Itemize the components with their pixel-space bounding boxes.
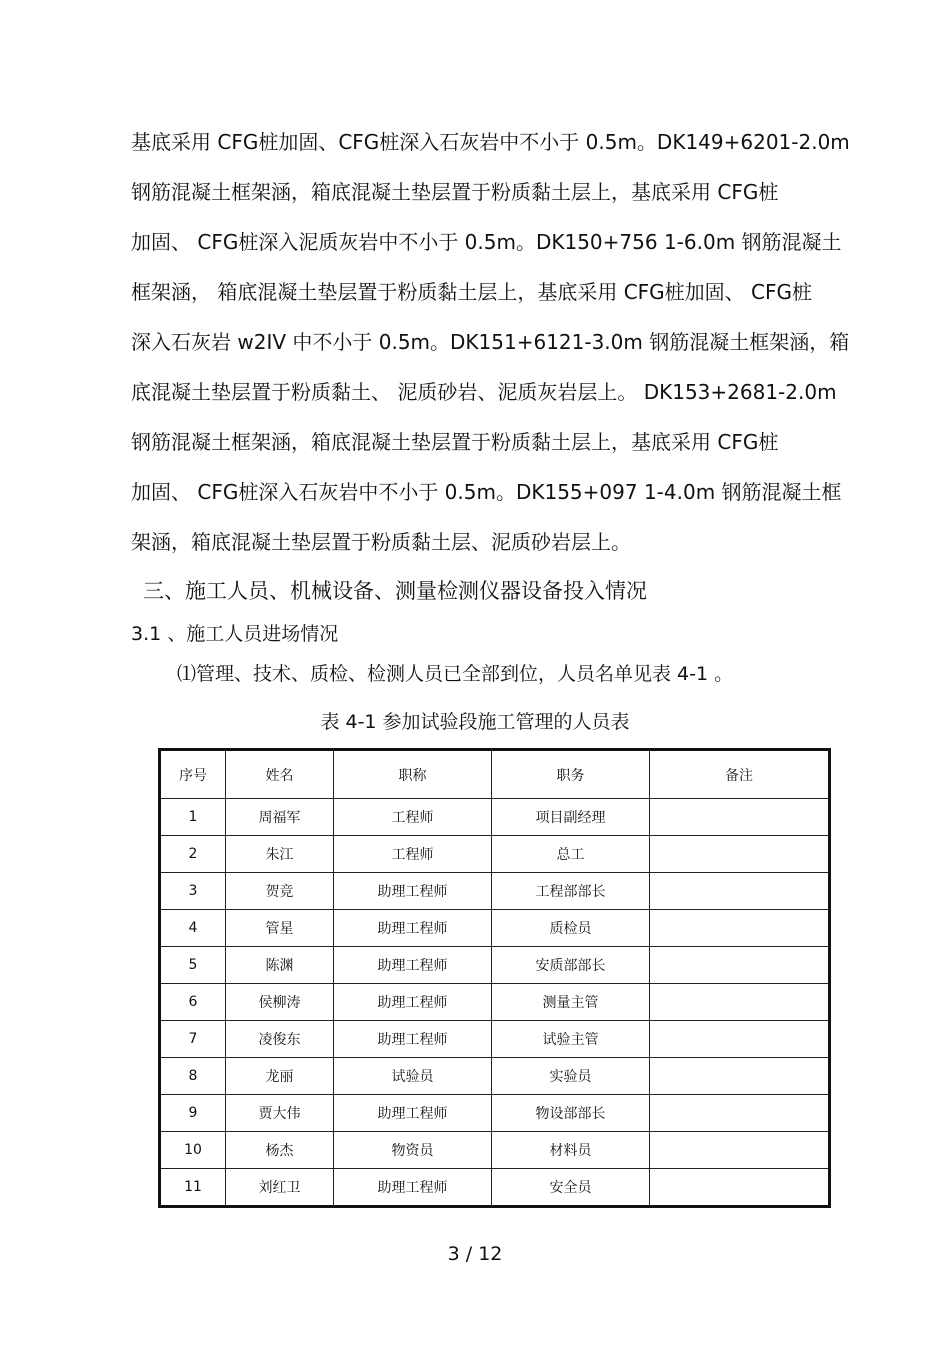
cell-remarks xyxy=(650,1021,830,1058)
cell-index: 3 xyxy=(160,873,226,910)
cell-remarks xyxy=(650,947,830,984)
cell-index: 8 xyxy=(160,1058,226,1095)
table-row xyxy=(160,836,830,873)
table-row xyxy=(160,1169,830,1207)
cell-position: 物设部部长 xyxy=(492,1095,650,1132)
header-remarks: 备注 xyxy=(650,750,830,799)
table-row xyxy=(160,984,830,1021)
cell-title: 助理工程师 xyxy=(334,1169,492,1207)
cell-position: 材料员 xyxy=(492,1132,650,1169)
cell-name: 刘红卫 xyxy=(226,1169,334,1207)
table-row xyxy=(160,910,830,947)
cell-name: 杨杰 xyxy=(226,1132,334,1169)
cell-position: 测量主管 xyxy=(492,984,650,1021)
table-row xyxy=(160,799,830,836)
cell-index: 9 xyxy=(160,1095,226,1132)
cell-remarks xyxy=(650,984,830,1021)
cell-name: 贺竞 xyxy=(226,873,334,910)
paragraph-line-1: 基底采用 CFG桩加固、CFG桩深入石灰岩中不小于 0.5m。DK149+6201-2.0m xyxy=(131,130,850,154)
table-row xyxy=(160,1132,830,1169)
cell-position: 安质部部长 xyxy=(492,947,650,984)
cell-title: 助理工程师 xyxy=(334,1095,492,1132)
cell-name: 龙丽 xyxy=(226,1058,334,1095)
cell-name: 凌俊东 xyxy=(226,1021,334,1058)
cell-index: 6 xyxy=(160,984,226,1021)
header-title: 职称 xyxy=(334,750,492,799)
cell-title: 助理工程师 xyxy=(334,1021,492,1058)
paragraph-line-2: 钢筋混凝土框架涵，箱底混凝土垫层置于粉质黏土层上，基底采用 CFG桩 xyxy=(131,180,779,204)
cell-position: 实验员 xyxy=(492,1058,650,1095)
table-row xyxy=(160,1021,830,1058)
cell-title: 助理工程师 xyxy=(334,984,492,1021)
cell-position: 项目副经理 xyxy=(492,799,650,836)
cell-title: 工程师 xyxy=(334,836,492,873)
paragraph-line-9: 架涵，箱底混凝土垫层置于粉质黏土层、泥质砂岩层上。 xyxy=(131,530,631,554)
cell-index: 10 xyxy=(160,1132,226,1169)
header-index: 序号 xyxy=(160,750,226,799)
cell-remarks xyxy=(650,1058,830,1095)
cell-name: 贾大伟 xyxy=(226,1095,334,1132)
cell-title: 物资员 xyxy=(334,1132,492,1169)
paragraph-line-8: 加固、 CFG桩深入石灰岩中不小于 0.5m。DK155+097 1-4.0m 钢筋混凝土框 xyxy=(131,480,842,504)
cell-name: 周福军 xyxy=(226,799,334,836)
cell-remarks xyxy=(650,799,830,836)
cell-index: 11 xyxy=(160,1169,226,1207)
cell-name: 管星 xyxy=(226,910,334,947)
paragraph-line-6: 底混凝土垫层置于粉质黏土、 泥质砂岩、泥质灰岩层上。 DK153+2681-2.0m xyxy=(131,380,837,404)
cell-title: 助理工程师 xyxy=(334,910,492,947)
table-row xyxy=(160,947,830,984)
cell-remarks xyxy=(650,1095,830,1132)
paragraph-line-5: 深入石灰岩 w2IV 中不小于 0.5m。DK151+6121-3.0m 钢筋混凝土框架涵，箱 xyxy=(131,330,850,354)
table-row xyxy=(160,1058,830,1095)
paragraph-line-7: 钢筋混凝土框架涵，箱底混凝土垫层置于粉质黏土层上，基底采用 CFG桩 xyxy=(131,430,779,454)
cell-remarks xyxy=(650,1132,830,1169)
cell-remarks xyxy=(650,836,830,873)
cell-index: 7 xyxy=(160,1021,226,1058)
header-position: 职务 xyxy=(492,750,650,799)
table-row xyxy=(160,1095,830,1132)
cell-name: 陈渊 xyxy=(226,947,334,984)
cell-remarks xyxy=(650,873,830,910)
staff-intro-text: ⑴管理、技术、质检、检测人员已全部到位，人员名单见表 4-1 。 xyxy=(177,663,734,685)
paragraph-line-4: 框架涵， 箱底混凝土垫层置于粉质黏土层上，基底采用 CFG桩加固、 CFG桩 xyxy=(131,280,813,304)
cell-remarks xyxy=(650,1169,830,1207)
header-name: 姓名 xyxy=(226,750,334,799)
cell-title: 助理工程师 xyxy=(334,947,492,984)
cell-remarks xyxy=(650,910,830,947)
table-caption: 表 4-1 参加试验段施工管理的人员表 xyxy=(320,711,630,733)
cell-index: 2 xyxy=(160,836,226,873)
cell-title: 试验员 xyxy=(334,1058,492,1095)
cell-index: 5 xyxy=(160,947,226,984)
cell-position: 安全员 xyxy=(492,1169,650,1207)
page-number: 3 / 12 xyxy=(447,1243,503,1265)
cell-position: 质检员 xyxy=(492,910,650,947)
cell-position: 工程部部长 xyxy=(492,873,650,910)
cell-position: 试验主管 xyxy=(492,1021,650,1058)
cell-index: 4 xyxy=(160,910,226,947)
paragraph-line-3: 加固、 CFG桩深入泥质灰岩中不小于 0.5m。DK150+756 1-6.0m 钢筋混凝土 xyxy=(131,230,842,254)
table-header-row xyxy=(160,750,830,799)
cell-title: 工程师 xyxy=(334,799,492,836)
cell-name: 侯柳涛 xyxy=(226,984,334,1021)
section-heading: 三、施工人员、机械设备、测量检测仪器设备投入情况 xyxy=(143,579,647,603)
staff-table xyxy=(158,748,831,1208)
cell-index: 1 xyxy=(160,799,226,836)
cell-position: 总工 xyxy=(492,836,650,873)
sub-heading: 3.1 、施工人员进场情况 xyxy=(131,623,339,645)
table-row xyxy=(160,873,830,910)
cell-name: 朱江 xyxy=(226,836,334,873)
cell-title: 助理工程师 xyxy=(334,873,492,910)
